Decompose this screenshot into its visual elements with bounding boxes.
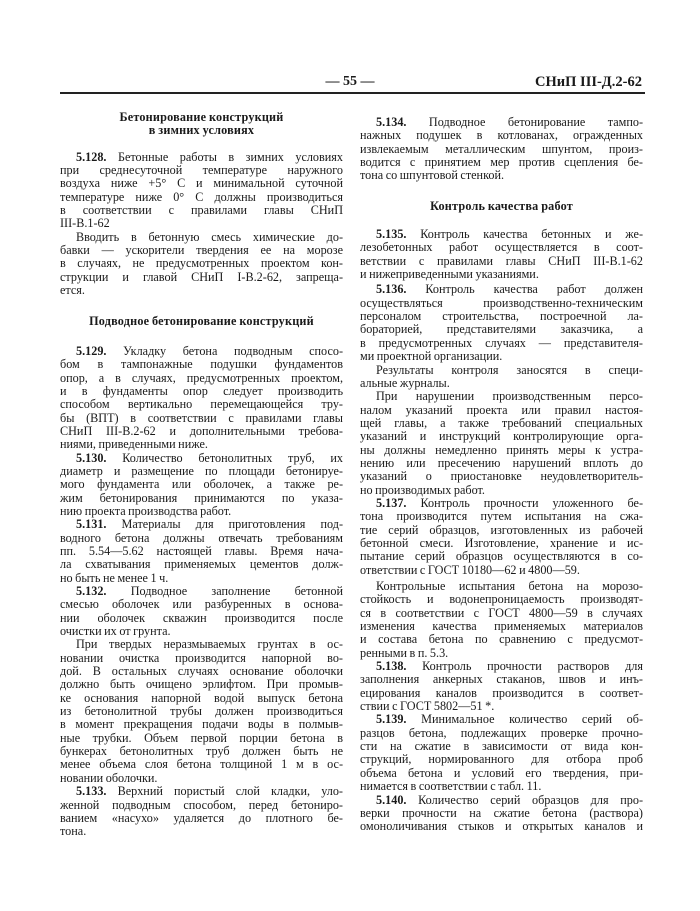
text-line [60, 785, 343, 798]
line-text: Бетонные работы в зимних условиях [117, 149, 344, 164]
text-line [60, 124, 343, 137]
text-line [360, 820, 643, 833]
line-text: и нижеприведенными указаниями. [360, 267, 539, 282]
text-line [60, 191, 343, 204]
clause-5-128 [60, 151, 343, 231]
section-heading [360, 200, 643, 213]
text-line [360, 633, 643, 646]
text-line [60, 217, 343, 230]
text-line [60, 585, 343, 598]
text-line [360, 753, 643, 766]
line-text: ствии с ГОСТ 5802—51 *. [360, 699, 495, 714]
text-line [360, 470, 643, 483]
text-line [60, 111, 343, 124]
line-text: ны должны немедленно принять меры к устра- [360, 442, 643, 457]
line-text: в случаях, не предусмотренных проектом кон- [60, 256, 343, 271]
text-line [60, 231, 343, 244]
text-line [360, 364, 643, 377]
text-line [360, 390, 643, 403]
text-line [60, 625, 343, 638]
clause-5-130 [60, 452, 343, 519]
text-line [60, 718, 343, 731]
text-line [360, 297, 643, 310]
line-text: ветствии с правилами главы СНиП III-В.1-62 [360, 253, 643, 268]
clause-number: 5.134. [376, 115, 407, 129]
text-line [360, 116, 643, 129]
text-line [60, 257, 343, 270]
line-text: смесью оболочек или разбуренных в основа- [60, 597, 343, 612]
text-line [360, 169, 643, 182]
line-text: При твердых неразмываемых грунтах в ос- [76, 637, 343, 652]
line-text: Бетонирование конструкций [119, 110, 284, 124]
line-text: в соответствии с правилами главы СНиП [60, 203, 343, 218]
text-line [60, 825, 343, 838]
clause-number: 5.138. [376, 659, 407, 674]
line-text: бораторией, представителями заказчика, а [360, 322, 643, 337]
text-line [360, 143, 643, 156]
line-text: щей главы, а также требований специальных [360, 415, 643, 430]
text-line [360, 593, 643, 606]
text-line [60, 151, 343, 164]
document-code: СНиП III-Д.2-62 [535, 74, 642, 90]
text-line [360, 564, 643, 577]
text-line [60, 705, 343, 718]
line-text: ся в соответствии с ГОСТ 4800—59 в случаях [360, 605, 643, 620]
text-line [360, 444, 643, 457]
line-text: персоналом строительства, построечной ла- [360, 309, 643, 324]
line-text: Количество серий образцов для про- [418, 792, 644, 807]
line-text: новании очистка производится напорной во- [60, 650, 343, 665]
text-line [60, 758, 343, 771]
clause-5-134 [360, 116, 643, 183]
line-text: заполнения анкерных стаканов, швов и инъ- [360, 672, 643, 687]
text-line [360, 377, 643, 390]
line-text: осуществляться производственно-техническим [360, 295, 643, 310]
line-text: указаний о приостановке неудовлетворитель- [360, 469, 643, 484]
line-text: Контроль прочности растворов для [422, 659, 643, 674]
line-text: мого фундамента или оболочек, а также ре- [60, 477, 343, 492]
line-text: СНиП III-В.2-62 и дополнительными требова- [60, 423, 343, 438]
line-text: очистки их от грунта. [60, 624, 171, 639]
clause-number: 5.137. [376, 495, 407, 510]
line-text: воздуха ниже +5° С и минимальной суточной [60, 176, 343, 191]
text-line [360, 484, 643, 497]
text-line [360, 537, 643, 550]
text-line [60, 385, 343, 398]
text-line [60, 358, 343, 371]
text-line [60, 438, 343, 451]
text-line [360, 647, 643, 660]
line-text: указаний и инструкций контролирующие орга- [360, 429, 643, 444]
line-text: Контроль качества работ должен [425, 282, 644, 297]
text-line [360, 727, 643, 740]
line-text: Вводить в бетонную смесь химические до- [76, 229, 343, 244]
line-text: тие серий образцов, изготовленных из рабочей [360, 522, 643, 537]
line-text: водится с принятием мер против сцепления бе- [360, 155, 643, 170]
line-text: Контрольные испытания бетона на морозо- [376, 579, 643, 593]
line-text: При нарушении производственным персо- [376, 389, 643, 404]
page-number: — 55 — [325, 74, 375, 89]
paragraph [360, 580, 643, 660]
line-text: женной подводным способом, перед бетониро- [60, 797, 343, 812]
clause-number: 5.140. [376, 792, 407, 807]
text-line [60, 465, 343, 478]
line-text: разцов бетона, подлежащих проверке прочно- [360, 725, 643, 740]
clause-number: 5.131. [76, 517, 107, 532]
text-line [360, 268, 643, 281]
line-text: и состава бетона по сравнению с предусмот- [360, 632, 643, 647]
line-text: диаметр и размещение по площади бетонируе- [60, 463, 343, 478]
line-text: ренными в п. 5.3. [360, 645, 449, 660]
clause-5-137 [360, 497, 643, 577]
text-line [360, 156, 643, 169]
line-text: Результаты контроля заносятся в специ- [376, 362, 643, 377]
text-line [360, 510, 643, 523]
text-line [60, 598, 343, 611]
clause-5-138 [360, 660, 643, 713]
line-text: ла схватывания применяемых цементов долж- [60, 557, 343, 572]
text-line [60, 638, 343, 651]
section-heading [60, 315, 343, 328]
line-text: объема бетона и условий его твердения, при- [360, 765, 643, 780]
text-line [360, 200, 643, 213]
text-line [60, 518, 343, 531]
text-line [60, 204, 343, 217]
text-line [360, 660, 643, 673]
line-text: ми проектной организации. [360, 349, 503, 364]
line-text: Минимальное количество серий об- [421, 712, 643, 727]
text-line [60, 452, 343, 465]
clause-number: 5.139. [376, 712, 407, 727]
text-line [60, 558, 343, 571]
line-text: бункерах бетонолитных труб должен быть не [60, 744, 343, 759]
line-text: Подводное бетонирование конструкций [89, 314, 314, 329]
clause-5-129 [60, 345, 343, 452]
clause-number: 5.128. [76, 149, 107, 164]
line-text: водного бетона должны отвечать требованиям [60, 530, 343, 545]
line-text: Подводное заполнение бетонной [130, 584, 344, 598]
line-text: струкции и главой СНиП I-В.2-62, запреща- [60, 269, 343, 284]
text-line [360, 580, 643, 593]
text-line [60, 478, 343, 491]
line-text: ется. [60, 283, 85, 298]
text-line [360, 767, 643, 780]
text-line [60, 271, 343, 284]
paragraph [360, 364, 643, 391]
text-line [360, 457, 643, 470]
text-line [60, 799, 343, 812]
line-text: стойкость и водонепроницаемость производят- [360, 592, 643, 607]
line-text: нимается в соответствии с табл. 11. [360, 779, 542, 794]
line-text: лезобетонных работ осуществляется в соот- [360, 240, 643, 255]
line-text: ответствии с ГОСТ 10180—62 и 4800—59. [360, 562, 580, 577]
clause-5-139 [360, 713, 643, 793]
text-line [360, 350, 643, 363]
clause-number: 5.132. [76, 584, 107, 598]
text-line [360, 713, 643, 726]
line-text: Верхний пористый слой кладки, уло- [117, 784, 343, 799]
line-text: извлекаемым металлическим шпунтом, произ- [360, 141, 643, 156]
text-line [60, 164, 343, 177]
text-line [60, 398, 343, 411]
line-text: Контроль прочности уложенного бе- [420, 495, 644, 510]
line-text: но производимых работ. [360, 482, 485, 497]
line-text: альные журналы. [360, 375, 450, 390]
text-line [360, 337, 643, 350]
line-text: пп. 5.54—5.62 настоящей главы. Время нача- [60, 543, 343, 558]
line-text: нажных подушек в котлованах, огражденных [360, 128, 643, 143]
section-heading [60, 111, 343, 138]
text-line [60, 244, 343, 257]
line-text: бы (ВПТ) в соответствии с правилами главы [60, 410, 343, 425]
line-text: ные трубки. Объем первой порции бетона в [60, 730, 343, 745]
line-text: верки прочности на сжатие бетона (раствора) [360, 805, 643, 820]
line-text: бетонной смеси. Изготовление, хранение и ис- [360, 535, 643, 550]
paragraph [60, 231, 343, 298]
text-line [360, 228, 643, 241]
clause-5-133 [60, 785, 343, 838]
clause-5-132 [60, 585, 343, 638]
line-text: Количество бетонолитных труб, их [122, 450, 344, 465]
text-line [360, 780, 643, 793]
text-line [60, 545, 343, 558]
text-line [60, 177, 343, 190]
text-line [360, 794, 643, 807]
text-line [360, 430, 643, 443]
clause-number: 5.135. [376, 227, 407, 242]
line-text: сти на сжатие в зависимости от вида кон- [360, 739, 643, 754]
line-text: струкций, нормированного для отбора проб [360, 752, 643, 767]
text-line [60, 412, 343, 425]
line-text: нению или пресечению нарушений вплоть до [360, 455, 643, 470]
text-line [60, 315, 343, 328]
text-line [360, 404, 643, 417]
text-line [360, 740, 643, 753]
line-text: но быть не менее 1 ч. [60, 570, 169, 585]
line-text: бом в тампонажные подушки фундаментов [60, 357, 343, 372]
line-text: пытание серий образцов осуществляются в со- [360, 549, 643, 564]
line-text: Материалы для приготовления под- [121, 517, 343, 532]
text-line [360, 700, 643, 713]
line-text: дой. В остальных случаях основание оболочки [60, 664, 343, 679]
line-text: должно быть очищено эрлифтом. При промыв- [60, 677, 343, 692]
text-line [360, 323, 643, 336]
clause-number: 5.129. [76, 343, 107, 358]
text-line [60, 652, 343, 665]
line-text: новании оболочки. [60, 770, 158, 785]
clause-5-131 [60, 518, 343, 585]
line-text: бавки — ускорители твердения ее на морозе [60, 243, 343, 258]
text-line [60, 345, 343, 358]
clause-number: 5.136. [376, 282, 407, 297]
line-text: тона производится путем испытания на сжа- [360, 509, 643, 524]
text-line [60, 372, 343, 385]
line-text: из бетонолитной трубы должен производиться [60, 704, 343, 719]
text-line [360, 497, 643, 510]
clause-5-136 [360, 283, 643, 363]
line-text: в предусмотренных случаях — представителя- [360, 335, 643, 350]
line-text: жим бетонирования принимаются по указа- [60, 490, 343, 505]
text-line [60, 505, 343, 518]
right-column [360, 0, 643, 834]
line-text: тона. [60, 824, 87, 839]
text-line [60, 532, 343, 545]
line-text: температуре ниже 0° С должны производиться [60, 189, 343, 204]
text-line [360, 524, 643, 537]
line-text: изменения качества применяемых материалов [360, 619, 643, 634]
text-line [360, 550, 643, 563]
text-line [360, 620, 643, 633]
text-line [360, 687, 643, 700]
text-line [60, 732, 343, 745]
text-line [60, 612, 343, 625]
line-text: ецирования каналов производится в соответ- [360, 685, 643, 700]
text-line [60, 772, 343, 785]
line-text: ванием «насухо» удаляется до плотного бе- [60, 810, 343, 825]
text-line [360, 241, 643, 254]
text-line [60, 692, 343, 705]
text-line [60, 665, 343, 678]
line-text: Укладку бетона подводным спосо- [123, 343, 344, 358]
line-text: способом вертикально перемещающейся тру- [60, 397, 343, 412]
line-text: тона со шпунтовой стенкой. [360, 168, 505, 183]
line-text: омоноличивания стыков и открытых каналов и [360, 819, 643, 834]
text-line [60, 745, 343, 758]
line-text: опор, а в случаях, предусмотренных проектом, [60, 370, 343, 385]
line-text: менее объема слоя бетона толщиной 1 м в ос- [60, 757, 343, 772]
text-line [360, 807, 643, 820]
line-text: Подводное бетонирование тампо- [428, 115, 644, 129]
paragraph [60, 638, 343, 785]
line-text: налом указаний проекта или правил настоя- [360, 402, 643, 417]
clause-5-135 [360, 228, 643, 281]
text-line [60, 284, 343, 297]
text-line [60, 425, 343, 438]
line-text: ниями, приведенными ниже. [60, 437, 208, 452]
text-line [360, 255, 643, 268]
line-text: Контроль качества бетонных и же- [420, 227, 643, 242]
line-text: и в фундаменты опор следует производить [60, 383, 343, 398]
text-line [360, 283, 643, 296]
line-text: нию проекта производства работ. [60, 503, 232, 518]
line-text: Контроль качества работ [430, 198, 573, 213]
line-text: нии оболочек скважин производится после [60, 610, 343, 625]
line-text: при среднесуточной температуре наружного [60, 163, 343, 178]
text-line [360, 310, 643, 323]
text-line [60, 812, 343, 825]
left-column [60, 0, 343, 839]
clause-number: 5.130. [76, 450, 107, 465]
text-line [360, 417, 643, 430]
line-text: в зимних условиях [148, 123, 255, 138]
text-line [360, 129, 643, 142]
paragraph [360, 390, 643, 497]
line-text: в момент прекращения подачи воды в полмыв- [60, 717, 343, 732]
text-line [360, 607, 643, 620]
text-line [60, 572, 343, 585]
text-line [60, 678, 343, 691]
clause-5-140 [360, 794, 643, 834]
line-text: ке основания напорной водой выпуск бетона [60, 690, 343, 705]
text-line [360, 673, 643, 686]
clause-number: 5.133. [76, 784, 107, 799]
text-line [60, 492, 343, 505]
line-text: III-В.1-62 [60, 216, 110, 231]
